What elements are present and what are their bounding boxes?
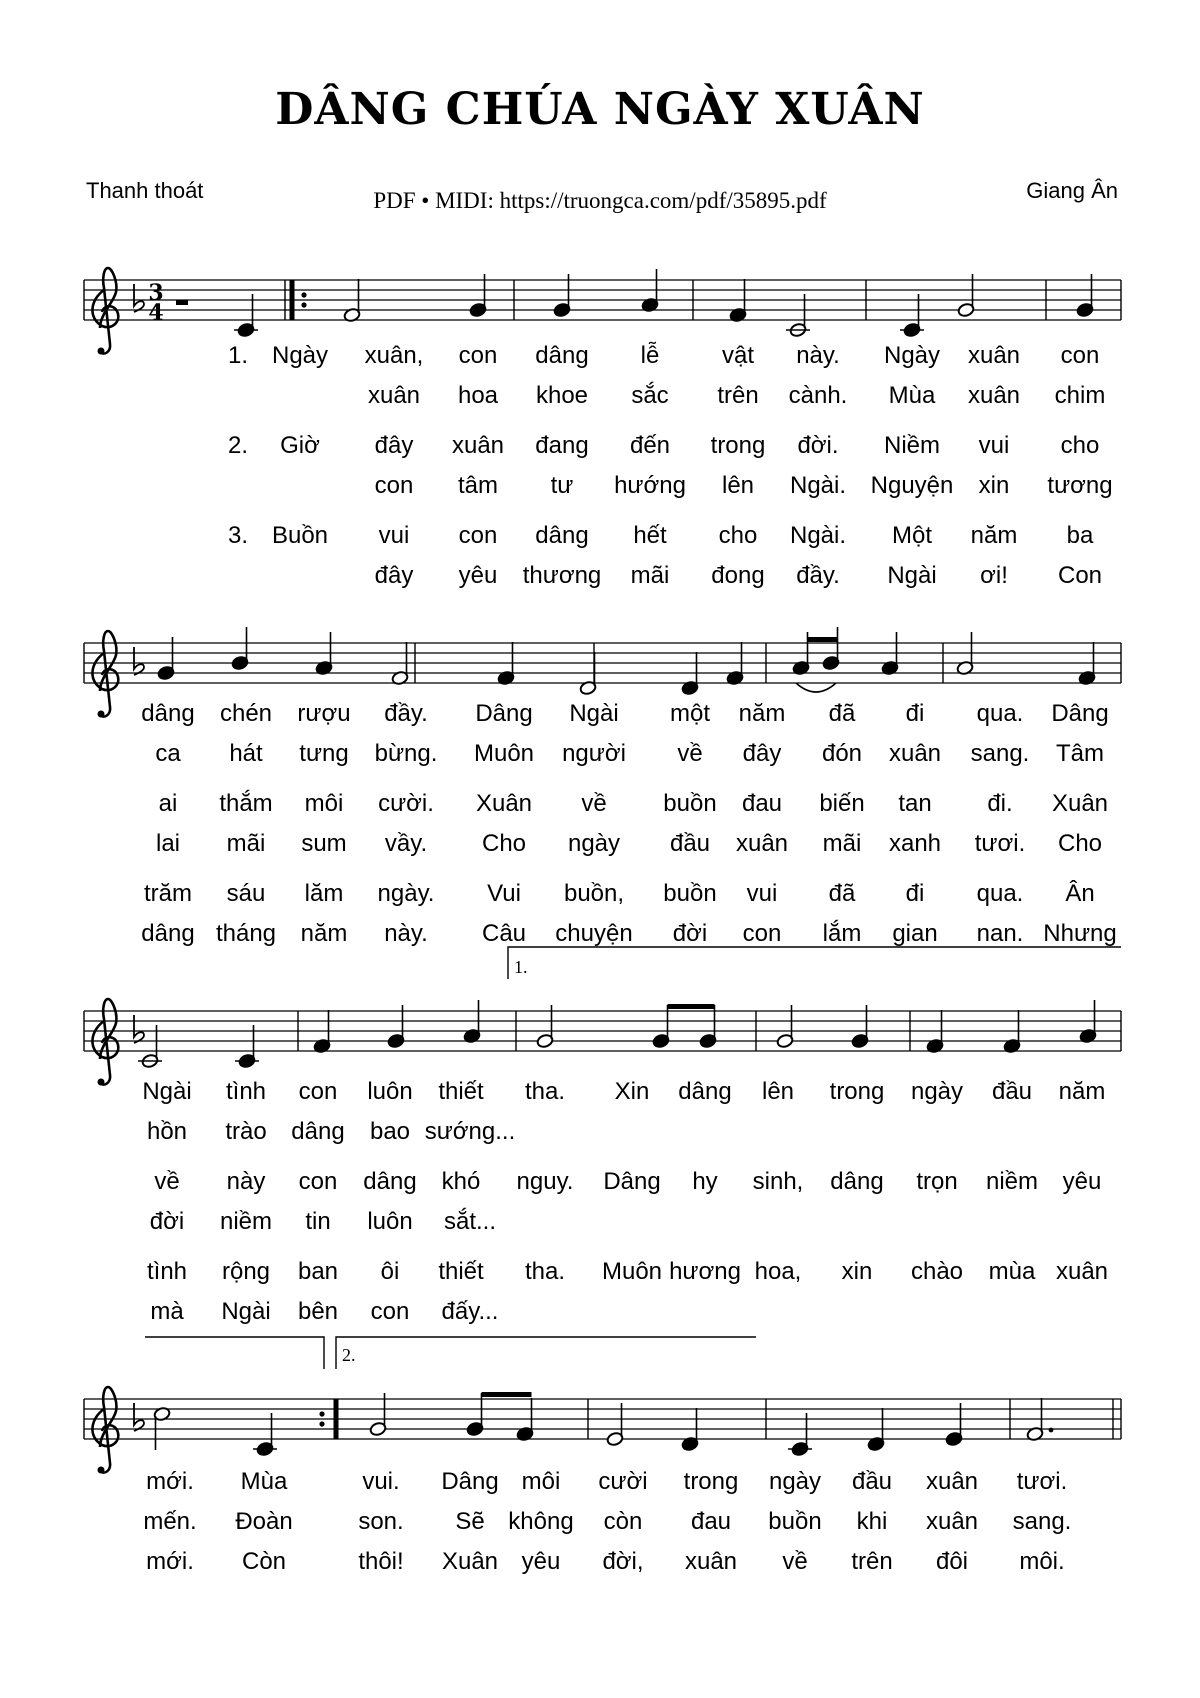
lyric-syllable: sáu xyxy=(226,880,266,907)
lyric-syllable: sắt... xyxy=(443,1208,497,1235)
lyric-syllable: tha. xyxy=(524,1078,566,1105)
lyric-syllable: tâm xyxy=(457,472,499,499)
lyric-syllable: xuân xyxy=(451,432,505,459)
slur xyxy=(796,683,836,692)
lyric-syllable: Vui xyxy=(487,880,521,907)
lyric-syllable: đầu xyxy=(991,1078,1033,1105)
flat-icon xyxy=(134,1403,144,1431)
lyric-syllable: hết xyxy=(633,522,667,549)
lyric-syllable: lai xyxy=(155,830,181,857)
lyric-syllable: cười xyxy=(598,1468,648,1495)
lyric-syllable: còn xyxy=(603,1508,643,1535)
lyric-syllable: xuân, xyxy=(364,342,424,369)
lyric-syllable: sang. xyxy=(1012,1508,1072,1535)
lyric-syllable: con xyxy=(458,342,498,369)
lyric-syllable: Buồn xyxy=(271,522,329,549)
lyric-syllable: vui xyxy=(978,432,1010,459)
lyric-syllable: vầy. xyxy=(384,830,428,857)
lyric-syllable: không xyxy=(508,1508,574,1535)
lyric-syllable: hát xyxy=(229,740,263,767)
lyric-syllable: một xyxy=(669,700,711,727)
lyric-syllable: chuyện xyxy=(555,920,633,947)
lyric-syllable: đã xyxy=(828,700,856,727)
lyric-syllable: son. xyxy=(358,1508,404,1535)
lyric-syllable: đầu xyxy=(669,830,711,857)
lyric-syllable: con xyxy=(298,1168,338,1195)
lyric-syllable: đời, xyxy=(602,1548,644,1575)
lyric-syllable: ai xyxy=(158,790,178,817)
lyric-syllable: mãi xyxy=(630,562,670,589)
lyric-syllable: ngày xyxy=(910,1078,964,1105)
lyric-syllable: luôn xyxy=(367,1078,413,1105)
lyric-syllable: người xyxy=(562,740,626,767)
lyric-syllable: lên xyxy=(721,472,755,499)
lyric-syllable: lễ xyxy=(640,342,660,369)
lyric-syllable: Xuân xyxy=(1051,790,1109,817)
lyric-syllable: Cho xyxy=(1057,830,1103,857)
lyric-syllable: con xyxy=(298,1078,338,1105)
staff-system-3 xyxy=(84,999,1121,1086)
lyric-syllable: khi xyxy=(856,1508,888,1535)
lyric-syllable: ca xyxy=(155,740,181,767)
lyric-syllable: đau xyxy=(741,790,783,817)
lyric-syllable: thiết xyxy=(438,1258,484,1285)
lyric-syllable: Ngài xyxy=(887,562,937,589)
lyric-syllable: Mùa xyxy=(240,1468,288,1495)
lyric-syllable: xuân xyxy=(367,382,421,409)
repeat-dot xyxy=(301,292,306,297)
lyric-syllable: nguy. xyxy=(516,1168,574,1195)
lyric-syllable: vui xyxy=(378,522,410,549)
time-signature-top: 3 xyxy=(148,280,164,306)
lyric-syllable: Niềm xyxy=(883,432,941,459)
flat-icon xyxy=(134,1015,144,1043)
treble-clef-icon xyxy=(92,1387,118,1474)
lyric-syllable: tươi. xyxy=(974,830,1026,857)
lyric-syllable: tình xyxy=(146,1258,188,1285)
lyric-syllable: lăm xyxy=(304,880,344,907)
lyric-syllable: ba xyxy=(1066,522,1094,549)
lyric-syllable: khó xyxy=(441,1168,481,1195)
lyric-syllable: vật xyxy=(721,342,755,369)
lyric-syllable: Câu xyxy=(481,920,527,947)
lyric-syllable: xin xyxy=(978,472,1010,499)
lyric-syllable: đi xyxy=(905,880,925,907)
lyric-syllable: trong xyxy=(683,1468,739,1495)
staff-system-4 xyxy=(84,1387,1121,1474)
lyric-syllable: Nguyện xyxy=(870,472,954,499)
lyric-syllable: Dâng xyxy=(475,700,533,727)
lyric-syllable: hy xyxy=(692,1168,718,1195)
lyric-syllable: con xyxy=(742,920,782,947)
lyric-syllable: Nhưng xyxy=(1043,920,1117,947)
lyric-syllable: trong xyxy=(710,432,766,459)
lyric-syllable: ngày xyxy=(567,830,621,857)
lyric-syllable: thương xyxy=(522,562,602,589)
lyric-syllable: buồn xyxy=(768,1508,822,1535)
lyric-syllable: lên xyxy=(761,1078,795,1105)
lyric-syllable: dâng xyxy=(535,522,589,549)
lyric-syllable: luôn xyxy=(367,1208,413,1235)
lyric-syllable: sang. xyxy=(970,740,1030,767)
lyric-syllable: Dâng xyxy=(441,1468,499,1495)
lyric-syllable: đong xyxy=(711,562,765,589)
lyric-syllable: Cho xyxy=(481,830,527,857)
lyric-syllable: mới. xyxy=(146,1468,194,1495)
lyric-syllable: sướng... xyxy=(424,1118,516,1145)
lyric-syllable: mến. xyxy=(143,1508,197,1535)
lyric-syllable: chim xyxy=(1054,382,1106,409)
flat-icon xyxy=(134,284,144,312)
lyric-syllable: xin xyxy=(841,1258,873,1285)
lyric-syllable: đón xyxy=(821,740,863,767)
lyric-syllable: rộng xyxy=(221,1258,271,1285)
notes-system-3 xyxy=(138,1000,1097,1069)
lyric-syllable: Ngài. xyxy=(789,522,847,549)
lyric-syllable: con xyxy=(374,472,414,499)
lyric-syllable: qua. xyxy=(976,700,1024,727)
lyric-syllable: trong xyxy=(829,1078,885,1105)
lyric-syllable: rượu xyxy=(297,700,351,727)
lyric-syllable: Dâng xyxy=(1051,700,1109,727)
lyric-syllable: trào xyxy=(225,1118,267,1145)
lyric-syllable: cho xyxy=(718,522,758,549)
lyric-syllable: Xuân xyxy=(441,1548,499,1575)
lyric-syllable: Ngài xyxy=(142,1078,192,1105)
lyric-syllable: tư xyxy=(550,472,574,499)
lyric-syllable: niềm xyxy=(985,1168,1039,1195)
lyric-syllable: xuân xyxy=(684,1548,738,1575)
lyric-syllable: đây xyxy=(374,562,414,589)
lyric-syllable: niềm xyxy=(219,1208,273,1235)
treble-clef-icon xyxy=(92,631,118,718)
lyric-syllable: Xuân xyxy=(475,790,533,817)
treble-clef-icon xyxy=(92,268,118,355)
lyric-syllable: biến xyxy=(819,790,865,817)
flat-icon xyxy=(134,647,144,675)
lyric-syllable: Tâm xyxy=(1056,740,1104,767)
lyric-syllable: đến xyxy=(629,432,671,459)
lyric-syllable: yêu xyxy=(521,1548,561,1575)
lyric-syllable: Ngày xyxy=(271,342,329,369)
lyric-syllable: đầy. xyxy=(796,562,840,589)
lyric-syllable: về xyxy=(581,790,607,817)
repeat-dot xyxy=(319,1421,324,1426)
lyric-syllable: con xyxy=(1060,342,1100,369)
lyric-syllable: tha. xyxy=(524,1258,566,1285)
lyric-syllable: xuân xyxy=(888,740,942,767)
lyric-syllable: Đoàn xyxy=(235,1508,293,1535)
time-signature-bottom: 4 xyxy=(148,300,164,326)
lyric-syllable: tương xyxy=(1047,472,1113,499)
lyric-syllable: qua. xyxy=(976,880,1024,907)
volta-1-label: 1. xyxy=(514,957,528,977)
lyric-syllable: Muôn xyxy=(601,1258,663,1285)
lyric-syllable: về xyxy=(154,1168,180,1195)
lyric-syllable: tin xyxy=(305,1208,331,1235)
lyric-syllable: lắm xyxy=(822,920,862,947)
composer-name: Giang Ân xyxy=(1026,178,1118,203)
volta-1 xyxy=(145,947,1121,1369)
notes-system-2 xyxy=(157,627,1096,696)
lyric-syllable: đấy... xyxy=(441,1298,499,1325)
lyric-syllable: hương xyxy=(669,1258,741,1285)
lyric-syllable: yêu xyxy=(1062,1168,1102,1195)
lyric-syllable: chào xyxy=(910,1258,964,1285)
lyric-syllable: hoa xyxy=(457,382,499,409)
beam xyxy=(482,1392,532,1397)
lyric-syllable: Ân xyxy=(1065,880,1095,907)
lyric-syllable: Giờ xyxy=(280,432,320,459)
lyric-syllable: dâng xyxy=(363,1168,417,1195)
lyric-syllable: ngày xyxy=(768,1468,822,1495)
half-rest xyxy=(176,300,188,305)
lyric-syllable: mà xyxy=(150,1298,184,1325)
lyric-syllable: năm xyxy=(970,522,1018,549)
volta-2-label: 2. xyxy=(342,1345,356,1365)
lyric-syllable: trọn xyxy=(916,1168,958,1195)
notes-system-4 xyxy=(153,1393,1053,1457)
lyric-syllable: Ngài xyxy=(221,1298,271,1325)
lyric-syllable: gian xyxy=(892,920,938,947)
lyric-syllable: hoa, xyxy=(754,1258,802,1285)
lyric-syllable: bên xyxy=(297,1298,339,1325)
lyric-syllable: ôi xyxy=(380,1258,400,1285)
lyric-syllable: đời xyxy=(672,920,708,947)
lyric-syllable: dâng xyxy=(535,342,589,369)
lyric-syllable: trên xyxy=(717,382,759,409)
lyric-syllable: hướng xyxy=(614,472,686,499)
lyric-syllable: môi xyxy=(304,790,344,817)
lyric-syllable: Mùa xyxy=(888,382,936,409)
lyric-syllable: mãi xyxy=(226,830,266,857)
lyric-syllable: con xyxy=(458,522,498,549)
lyric-syllable: sum xyxy=(301,830,347,857)
lyric-syllable: mới. xyxy=(146,1548,194,1575)
song-title: DÂNG CHÚA NGÀY XUÂN xyxy=(275,84,925,135)
lyric-syllable: 2. xyxy=(227,432,249,459)
lyric-syllable: Muôn xyxy=(473,740,535,767)
lyric-syllable: đau xyxy=(690,1508,732,1535)
lyric-syllable: buồn, xyxy=(563,880,625,907)
lyric-syllable: Còn xyxy=(241,1548,287,1575)
lyric-syllable: trăm xyxy=(144,880,192,907)
lyric-syllable: đầu xyxy=(851,1468,893,1495)
lyric-syllable: dâng xyxy=(141,920,195,947)
lyric-syllable: nan. xyxy=(976,920,1024,947)
lyric-syllable: bao xyxy=(369,1118,411,1145)
lyric-syllable: buồn xyxy=(663,880,717,907)
lyric-syllable: cười. xyxy=(378,790,434,817)
lyric-syllable: tháng xyxy=(215,920,277,947)
lyric-syllable: thôi! xyxy=(358,1548,404,1575)
lyric-syllable: trên xyxy=(851,1548,893,1575)
lyric-syllable: này. xyxy=(796,342,840,369)
lyric-syllable: ơi! xyxy=(980,562,1008,589)
lyric-syllable: đi xyxy=(905,700,925,727)
lyric-syllable: xuân xyxy=(925,1508,979,1535)
lyric-syllable: hồn xyxy=(146,1118,188,1145)
lyric-syllable: mùa xyxy=(988,1258,1036,1285)
lyric-syllable: dâng xyxy=(830,1168,884,1195)
lyric-syllable: tưng xyxy=(299,740,349,767)
tempo-marking: Thanh thoát xyxy=(86,178,204,203)
lyric-syllable: môi xyxy=(521,1468,561,1495)
lyric-syllable: dâng xyxy=(291,1118,345,1145)
lyric-syllable: Ngày xyxy=(883,342,941,369)
lyric-syllable: đây xyxy=(374,432,414,459)
lyric-syllable: Sẽ xyxy=(455,1508,485,1535)
lyric-syllable: vui. xyxy=(362,1468,400,1495)
lyric-syllable: đây xyxy=(742,740,782,767)
lyric-syllable: xuân xyxy=(1055,1258,1109,1285)
lyric-syllable: yêu xyxy=(458,562,498,589)
lyric-syllable: này xyxy=(226,1168,266,1195)
lyric-syllable: tan xyxy=(898,790,932,817)
lyric-syllable: đôi xyxy=(935,1548,969,1575)
lyric-syllable: năm xyxy=(300,920,348,947)
lyric-syllable: Một xyxy=(891,522,933,549)
beam xyxy=(668,1004,715,1009)
lyric-syllable: 1. xyxy=(227,342,249,369)
lyric-syllable: cành. xyxy=(788,382,848,409)
treble-clef-icon xyxy=(92,999,118,1086)
lyric-syllable: đời. xyxy=(797,432,839,459)
beam xyxy=(808,637,838,642)
lyric-syllable: thiết xyxy=(438,1078,484,1105)
lyric-syllable: ngày. xyxy=(377,880,435,907)
lyric-syllable: mãi xyxy=(822,830,862,857)
lyric-syllable: Ngài xyxy=(569,700,619,727)
dot xyxy=(1049,1428,1054,1433)
lyric-syllable: năm xyxy=(738,700,786,727)
lyric-syllable: đầy. xyxy=(384,700,428,727)
lyric-syllable: dâng xyxy=(678,1078,732,1105)
lyric-syllable: xanh xyxy=(888,830,942,857)
lyric-syllable: Xin xyxy=(614,1078,650,1105)
lyric-syllable: tình xyxy=(225,1078,267,1105)
lyric-syllable: xuân xyxy=(925,1468,979,1495)
lyric-syllable: Ngài. xyxy=(789,472,847,499)
lyric-syllable: năm xyxy=(1058,1078,1106,1105)
volta-2 xyxy=(336,1337,756,1369)
lyric-syllable: đã xyxy=(828,880,856,907)
lyric-syllable: ban xyxy=(297,1258,339,1285)
lyric-syllable: về xyxy=(782,1548,808,1575)
lyric-syllable: Dâng xyxy=(603,1168,661,1195)
repeat-dot xyxy=(301,302,306,307)
lyric-syllable: vui xyxy=(746,880,778,907)
repeat-dot xyxy=(319,1411,324,1416)
lyric-syllable: xuân xyxy=(967,382,1021,409)
lyric-syllable: tươi. xyxy=(1016,1468,1068,1495)
lyric-syllable: thắm xyxy=(219,790,273,817)
lyric-syllable: đang xyxy=(535,432,589,459)
lyric-syllable: bừng. xyxy=(374,740,438,767)
source-link[interactable]: PDF • MIDI: https://truongca.com/pdf/35895.pdf xyxy=(373,188,827,213)
lyric-syllable: 3. xyxy=(227,522,249,549)
lyric-syllable: môi. xyxy=(1019,1548,1065,1575)
lyric-syllable: khoe xyxy=(535,382,589,409)
notes-system-1 xyxy=(234,269,1094,338)
lyric-syllable: đi. xyxy=(987,790,1013,817)
lyric-syllable: đời xyxy=(149,1208,185,1235)
lyric-syllable: chén xyxy=(219,700,273,727)
lyric-syllable: về xyxy=(677,740,703,767)
lyric-syllable: sinh, xyxy=(752,1168,804,1195)
lyric-syllable: xuân xyxy=(967,342,1021,369)
lyric-syllable: này. xyxy=(384,920,428,947)
lyric-syllable: sắc xyxy=(631,382,669,409)
lyric-syllable: buồn xyxy=(663,790,717,817)
lyric-syllable: Con xyxy=(1057,562,1103,589)
lyric-syllable: xuân xyxy=(735,830,789,857)
lyric-syllable: con xyxy=(370,1298,410,1325)
lyric-syllable: cho xyxy=(1060,432,1100,459)
lyric-syllable: dâng xyxy=(141,700,195,727)
